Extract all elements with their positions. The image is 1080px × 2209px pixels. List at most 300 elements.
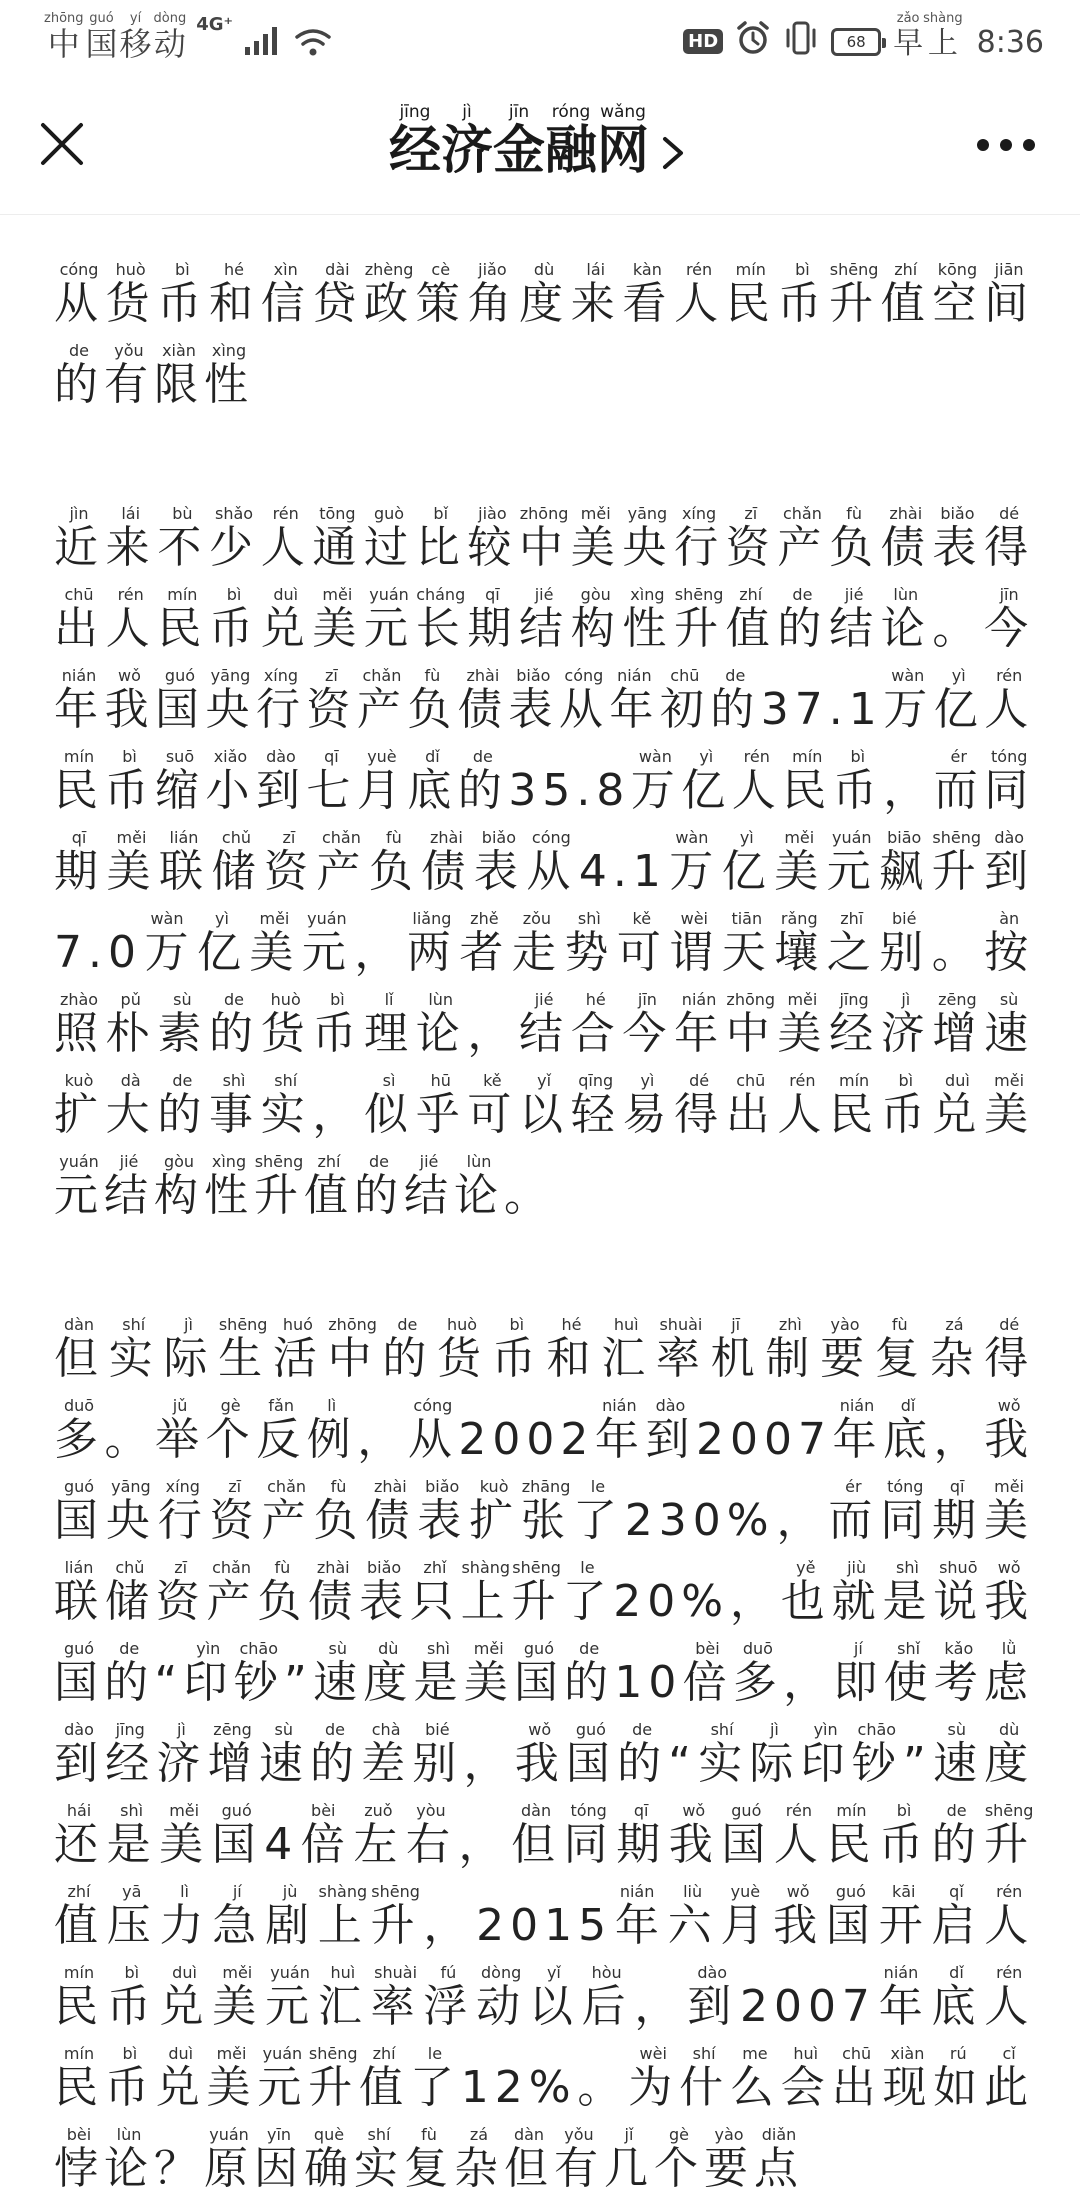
- ruby-char: 剧jù: [265, 1882, 318, 1951]
- ruby-char: 印yìn: [183, 1639, 234, 1708]
- ruby-char: 启qǐ: [931, 1882, 985, 1951]
- ruby-char: 国guó: [54, 1639, 105, 1708]
- ruby-char: 美měi: [570, 504, 623, 573]
- ruby-char: 增zēng: [932, 990, 985, 1059]
- ruby-char: 似sì: [364, 1071, 416, 1140]
- ruby-char: 谓wèi: [669, 909, 722, 978]
- ruby-char: 有yǒu: [104, 341, 154, 410]
- ruby-char: 后hòu: [581, 1963, 635, 2032]
- ruby-char: 来lái: [105, 504, 158, 573]
- ruby-char: 扩kuò: [54, 1071, 106, 1140]
- ruby-char: 从cóng: [526, 828, 579, 897]
- ruby-char: 储chǔ: [104, 1558, 156, 1627]
- ruby-char: 人rén: [731, 747, 783, 816]
- ruby-char: 飙biāo: [879, 828, 932, 897]
- plain-text: 20%: [613, 1576, 730, 1627]
- battery-level: 68: [846, 33, 866, 51]
- ruby-char: 来lái: [570, 260, 623, 329]
- ruby-char: 币bì: [880, 1071, 933, 1140]
- ruby-char: 原yuán: [204, 2125, 254, 2194]
- plain-text: ”: [902, 1738, 932, 1789]
- ruby-char: 美měi: [159, 1801, 212, 1870]
- ruby-char: 币bì: [104, 2044, 156, 2113]
- ruby-char: 中zhōng: [44, 11, 84, 63]
- ruby-char: 年nián: [594, 1396, 646, 1465]
- ruby-char: 债zhài: [880, 504, 933, 573]
- ruby-char: 但dàn: [54, 1315, 109, 1384]
- ruby-char: 几jǐ: [604, 2125, 654, 2194]
- ruby-char: 国guó: [513, 1639, 565, 1708]
- ruby-char: 度dù: [363, 1639, 414, 1708]
- ruby-char: 值zhí: [304, 1152, 354, 1221]
- ruby-char: 为wèi: [628, 2044, 680, 2113]
- ruby-char: 货huò: [105, 260, 158, 329]
- ruby-char: 货huò: [437, 1315, 492, 1384]
- ruby-char: 到dào: [984, 828, 1035, 897]
- ruby-char: 升shēng: [511, 1558, 563, 1627]
- ruby-char: 人rén: [773, 1801, 827, 1870]
- ruby-char: 会huì: [780, 2044, 832, 2113]
- ruby-char: 升shēng: [829, 260, 881, 329]
- ruby-char: 的de: [104, 1639, 155, 1708]
- ruby-char: 的de: [931, 1801, 985, 1870]
- ruby-char: 性xìng: [622, 585, 675, 654]
- ruby-char: 策cè: [415, 260, 468, 329]
- ruby-char: 美měi: [984, 1477, 1035, 1546]
- plain-text: ，: [883, 765, 934, 816]
- ruby-char: 论lùn: [454, 1152, 504, 1221]
- ruby-char: 储chǔ: [211, 828, 264, 897]
- ruby-char: 值zhí: [359, 2044, 410, 2113]
- ruby-char: 活huó: [272, 1315, 328, 1384]
- ruby-char: 通tōng: [312, 504, 365, 573]
- ruby-char: 早zǎo: [893, 11, 924, 61]
- article-body: [54, 262, 1034, 2209]
- ruby-char: 信xìn: [260, 260, 313, 329]
- page-title-text: [389, 104, 649, 183]
- ruby-char: 杂zá: [929, 1315, 985, 1384]
- ruby-char: 之zhī: [826, 909, 880, 978]
- ruby-char: 扩kuò: [469, 1477, 522, 1546]
- ruby-char: 急jí: [212, 1882, 266, 1951]
- ruby-char: 中zhōng: [725, 990, 778, 1059]
- ruby-char: 行xíng: [255, 666, 307, 735]
- chevron-right-icon: [655, 129, 691, 177]
- plain-text: ，: [729, 1576, 781, 1627]
- ruby-char: 个gè: [654, 2125, 704, 2194]
- ruby-char: 元yuán: [257, 2044, 309, 2113]
- ruby-char: 币bì: [157, 260, 210, 329]
- ruby-char: 大dà: [105, 1071, 158, 1140]
- ruby-char: 了le: [572, 1477, 625, 1546]
- ruby-char: 美měi: [984, 1071, 1035, 1140]
- paragraph-gap: [54, 425, 1034, 506]
- plain-text: 2007: [739, 1981, 876, 2032]
- ruby-char: 年nián: [612, 1882, 668, 1951]
- ruby-char: 可kě: [467, 1071, 520, 1140]
- ruby-char: 天tiān: [721, 909, 775, 978]
- plain-text: “: [154, 1657, 184, 1708]
- ruby-char: 政zhèng: [364, 260, 416, 329]
- carrier-name: [44, 12, 186, 65]
- ruby-char: 别bié: [879, 909, 932, 978]
- ruby-char: 结jié: [519, 585, 571, 654]
- ruby-char: 者zhě: [459, 909, 512, 978]
- ruby-char: 产chǎn: [356, 666, 408, 735]
- ruby-char: 月yuè: [720, 1882, 774, 1951]
- ruby-char: 到dào: [255, 747, 307, 816]
- ruby-char: 期qī: [467, 585, 520, 654]
- ruby-char: 而ér: [933, 747, 985, 816]
- paragraph-gap: [54, 1236, 1034, 1317]
- ruby-char: 以yǐ: [519, 1071, 571, 1140]
- ruby-char: 月yuè: [356, 747, 408, 816]
- ruby-char: 升shēng: [254, 1152, 304, 1221]
- ruby-char: 得dé: [674, 1071, 726, 1140]
- ruby-char: 行xíng: [674, 504, 726, 573]
- ruby-char: 元yuán: [364, 585, 416, 654]
- ruby-char: 经jīng: [388, 102, 441, 181]
- ruby-char: 角jiǎo: [467, 260, 520, 329]
- ruby-char: 看kàn: [622, 260, 675, 329]
- ruby-char: 合hé: [570, 990, 623, 1059]
- ruby-char: 说shuō: [933, 1558, 985, 1627]
- ruby-char: 的de: [457, 747, 509, 816]
- ruby-char: 开kāi: [878, 1882, 932, 1951]
- ruby-char: 升shēng: [674, 585, 726, 654]
- ruby-char: 币bì: [832, 747, 884, 816]
- ruby-char: 币bì: [879, 1801, 932, 1870]
- status-bar: [0, 0, 1080, 76]
- ruby-char: 复fù: [874, 1315, 930, 1384]
- ruby-char: 可kě: [616, 909, 670, 978]
- ruby-char: 万wàn: [882, 666, 934, 735]
- ruby-char: 上shàng: [460, 1558, 512, 1627]
- article-paragraph-2: [54, 1317, 1034, 2209]
- plain-text: 。: [931, 927, 985, 978]
- plain-text: ，: [774, 1495, 829, 1546]
- ruby-char: 过guò: [364, 504, 416, 573]
- plain-text: ”: [283, 1657, 313, 1708]
- ruby-char: 资zī: [209, 1477, 262, 1546]
- ruby-char: 率shuài: [370, 1963, 424, 2032]
- ruby-char: 多duō: [54, 1396, 105, 1465]
- ruby-char: 济jì: [156, 1720, 208, 1789]
- ruby-char: 美měi: [777, 990, 830, 1059]
- ruby-char: 年nián: [54, 666, 105, 735]
- more-icon: [976, 138, 1036, 152]
- ruby-char: 壤rǎng: [774, 909, 827, 978]
- ruby-char: 的de: [157, 1071, 210, 1140]
- ruby-char: 底dǐ: [883, 1396, 934, 1465]
- ruby-char: 负fù: [313, 1477, 366, 1546]
- plain-text: ，: [423, 1900, 477, 1951]
- ruby-char: 复fù: [404, 2125, 454, 2194]
- plain-text: 2002: [458, 1414, 595, 1465]
- ruby-char: 的de: [382, 1315, 438, 1384]
- ruby-char: 只zhǐ: [409, 1558, 461, 1627]
- ruby-char: 民mín: [725, 260, 778, 329]
- ruby-char: 倍bèi: [682, 1639, 733, 1708]
- ruby-char: 币bì: [104, 747, 155, 816]
- ruby-char: 中zhōng: [327, 1315, 383, 1384]
- vibrate-icon: [783, 20, 819, 56]
- ruby-char: 期qī: [54, 828, 107, 897]
- ruby-char: 我wǒ: [984, 1396, 1035, 1465]
- ruby-char: 左zuǒ: [353, 1801, 406, 1870]
- ruby-char: 走zǒu: [511, 909, 565, 978]
- ruby-char: 速sù: [258, 1720, 310, 1789]
- ruby-char: 表biǎo: [473, 828, 527, 897]
- ruby-char: 性xìng: [204, 341, 254, 410]
- ruby-char: 缩suō: [154, 747, 206, 816]
- ruby-char: 了le: [409, 2044, 461, 2113]
- status-right: [683, 12, 1044, 62]
- ruby-char: 今jīn: [984, 585, 1035, 654]
- plain-text: ，: [354, 927, 407, 978]
- ruby-char: 期qī: [932, 1477, 985, 1546]
- ruby-char: 年nián: [609, 666, 660, 735]
- ruby-char: 表biǎo: [932, 504, 985, 573]
- ruby-char: 同tóng: [880, 1477, 933, 1546]
- ruby-char: 考kǎo: [933, 1639, 985, 1708]
- ruby-char: 的de: [617, 1720, 669, 1789]
- ruby-char: 有yǒu: [554, 2125, 604, 2194]
- ruby-char: 经jīng: [105, 1720, 157, 1789]
- ruby-char: 个gè: [205, 1396, 257, 1465]
- ruby-char: 因yīn: [254, 2125, 304, 2194]
- ruby-char: 的de: [354, 1152, 404, 1221]
- ruby-char: 人rén: [674, 260, 726, 329]
- ruby-char: 实shí: [354, 2125, 404, 2194]
- plain-text: 。: [104, 1414, 156, 1465]
- battery-icon: [831, 28, 881, 56]
- ruby-char: 国guó: [565, 1720, 618, 1789]
- ruby-char: 到dào: [687, 1963, 740, 2032]
- ruby-char: 但dàn: [511, 1801, 564, 1870]
- ruby-char: 理lǐ: [364, 990, 416, 1059]
- ruby-char: 七qī: [306, 747, 357, 816]
- ruby-char: 如rú: [933, 2044, 985, 2113]
- ruby-char: 亿yì: [721, 828, 775, 897]
- ruby-char: 间jiān: [984, 260, 1035, 329]
- ruby-char: 负fù: [368, 828, 422, 897]
- ruby-char: 实shí: [108, 1315, 164, 1384]
- ruby-char: 值zhí: [54, 1882, 107, 1951]
- ruby-char: 两liǎng: [406, 909, 460, 978]
- plain-text: 。: [504, 1170, 554, 1221]
- ruby-char: 是shì: [106, 1801, 160, 1870]
- ruby-char: 汇huì: [601, 1315, 656, 1384]
- article-paragraph-1: [54, 506, 1034, 1236]
- ruby-char: 债zhài: [365, 1477, 418, 1546]
- ruby-char: 产chǎn: [316, 828, 369, 897]
- ruby-char: 悖bèi: [54, 2125, 104, 2194]
- ruby-char: 升shēng: [984, 1801, 1035, 1870]
- ruby-char: 论lùn: [880, 585, 933, 654]
- ruby-char: 移yí: [119, 11, 152, 63]
- ruby-char: 我wǒ: [514, 1720, 566, 1789]
- ruby-char: 表biǎo: [359, 1558, 410, 1627]
- ruby-char: 要yào: [820, 1315, 875, 1384]
- ruby-char: 从cóng: [54, 260, 106, 329]
- ruby-char: 什shí: [679, 2044, 730, 2113]
- ruby-char: 美měi: [212, 1963, 266, 2032]
- ruby-char: 的de: [777, 585, 830, 654]
- ruby-char: 易yì: [622, 1071, 675, 1140]
- ruby-char: 元yuán: [265, 1963, 318, 2032]
- ruby-char: 资zī: [725, 504, 778, 573]
- ruby-char: 就jiù: [831, 1558, 883, 1627]
- ruby-char: 印yìn: [800, 1720, 852, 1789]
- ruby-char: 结jié: [829, 585, 881, 654]
- ruby-char: 汇huì: [317, 1963, 371, 2032]
- ruby-char: 央yāng: [105, 1477, 158, 1546]
- ruby-char: 美měi: [312, 585, 365, 654]
- ruby-char: 实shí: [260, 1071, 313, 1140]
- ruby-char: 速sù: [931, 1720, 985, 1789]
- ruby-char: 限xiàn: [154, 341, 204, 410]
- ruby-char: 性xìng: [204, 1152, 254, 1221]
- ruby-char: 钞chāo: [233, 1639, 284, 1708]
- ruby-char: 速sù: [984, 990, 1035, 1059]
- article-heading: [54, 262, 1034, 425]
- ruby-char: 使shǐ: [883, 1639, 934, 1708]
- ruby-char: 浮fú: [423, 1963, 477, 2032]
- ruby-char: 币bì: [312, 990, 365, 1059]
- ruby-char: 美měi: [106, 828, 159, 897]
- more-button[interactable]: [966, 122, 1046, 168]
- plain-text: ，: [463, 1738, 515, 1789]
- ruby-char: 到dào: [54, 1720, 106, 1789]
- ruby-char: 差chà: [361, 1720, 413, 1789]
- plain-text: “: [668, 1738, 698, 1789]
- plain-text: 4: [264, 1819, 299, 1870]
- ruby-char: 今jīn: [622, 990, 675, 1059]
- ruby-char: 兑duì: [932, 1071, 985, 1140]
- plain-text: 10: [614, 1657, 683, 1708]
- ruby-char: 我wǒ: [668, 1801, 722, 1870]
- ruby-char: 债zhài: [421, 828, 474, 897]
- ruby-char: 张zhāng: [521, 1477, 573, 1546]
- ruby-char: 六liù: [667, 1882, 721, 1951]
- ruby-char: 济jì: [440, 102, 493, 181]
- ruby-char: 美měi: [463, 1639, 514, 1708]
- ruby-char: 国guó: [721, 1801, 774, 1870]
- ruby-char: 国guó: [211, 1801, 265, 1870]
- ruby-char: 长cháng: [415, 585, 468, 654]
- ruby-char: 生shēng: [218, 1315, 273, 1384]
- ruby-char: 联lián: [158, 828, 212, 897]
- alarm-icon: [735, 20, 771, 56]
- ruby-char: 民mín: [826, 1801, 879, 1870]
- ruby-char: 债zhài: [308, 1558, 360, 1627]
- ruby-char: 经jīng: [829, 990, 881, 1059]
- ruby-char: 素sù: [157, 990, 210, 1059]
- ruby-char: 出chū: [725, 1071, 778, 1140]
- ruby-char: 值zhí: [880, 260, 933, 329]
- ruby-char: 和hé: [209, 260, 261, 329]
- ruby-char: 币bì: [209, 585, 261, 654]
- ruby-char: 年nián: [875, 1963, 932, 2032]
- ruby-char: 国guó: [54, 1477, 106, 1546]
- plain-text: 2007: [695, 1414, 832, 1465]
- ruby-char: 多duō: [732, 1639, 784, 1708]
- ruby-char: 近jìn: [54, 504, 106, 573]
- plain-text: ，: [933, 1414, 985, 1465]
- ruby-char: 的de: [209, 990, 261, 1059]
- ruby-char: 国guó: [85, 11, 118, 63]
- ruby-char: 初chū: [659, 666, 711, 735]
- plain-text: 35.8: [508, 765, 631, 816]
- wifi-icon: [293, 25, 333, 57]
- ruby-char: 货huò: [260, 990, 313, 1059]
- ruby-char: 朴pǔ: [105, 990, 158, 1059]
- ruby-char: 资zī: [306, 666, 357, 735]
- ruby-char: 出chū: [54, 585, 106, 654]
- ruby-char: 产chǎn: [206, 1558, 258, 1627]
- ruby-char: 以yǐ: [528, 1963, 582, 2032]
- ruby-char: 照zhào: [54, 990, 106, 1059]
- ruby-char: 民mín: [54, 747, 105, 816]
- ruby-char: 人rén: [105, 585, 158, 654]
- plain-text: ，: [467, 1008, 520, 1059]
- plain-text: 230%: [624, 1495, 775, 1546]
- ruby-char: 期qī: [616, 1801, 669, 1870]
- ruby-char: 动dòng: [476, 1963, 529, 2032]
- ruby-char: 少shǎo: [209, 504, 261, 573]
- signal-icon: [243, 25, 283, 57]
- ruby-char: 构gòu: [570, 585, 623, 654]
- plain-text: 7.0: [54, 927, 142, 978]
- ruby-char: 论lùn: [415, 990, 468, 1059]
- ruby-char: 确què: [304, 2125, 354, 2194]
- ruby-char: 右yòu: [405, 1801, 459, 1870]
- ruby-char: 是shì: [413, 1639, 464, 1708]
- ruby-char: 别bié: [412, 1720, 464, 1789]
- ruby-char: 虑lǜ: [984, 1639, 1035, 1708]
- ruby-char: 行xíng: [157, 1477, 210, 1546]
- plain-text: 。: [932, 603, 985, 654]
- ruby-char: 我wǒ: [984, 1558, 1035, 1627]
- ruby-char: 美měi: [774, 828, 827, 897]
- time-of-day: [893, 12, 962, 62]
- ruby-char: 从cóng: [558, 666, 610, 735]
- ruby-char: 网wǎng: [597, 102, 650, 181]
- ruby-char: 点diǎn: [754, 2125, 804, 2194]
- ruby-char: 乎hū: [415, 1071, 468, 1140]
- ruby-char: 结jié: [519, 990, 571, 1059]
- ruby-char: 中zhōng: [519, 504, 571, 573]
- ruby-char: 产chǎn: [261, 1477, 314, 1546]
- ruby-char: 论lùn: [104, 2125, 154, 2194]
- page-title[interactable]: [0, 104, 1080, 183]
- clock: 8:36: [976, 25, 1044, 60]
- plain-text: ，: [458, 1819, 512, 1870]
- ruby-char: 币bì: [106, 1963, 160, 2032]
- ruby-char: 美měi: [206, 2044, 258, 2113]
- ruby-char: 元yuán: [826, 828, 880, 897]
- ruby-char: 速sù: [312, 1639, 364, 1708]
- ruby-char: 民mín: [157, 585, 210, 654]
- ruby-char: 亿yì: [681, 747, 732, 816]
- ruby-char: 币bì: [491, 1315, 547, 1384]
- title-bar: [0, 76, 1080, 215]
- ruby-char: 升shēng: [931, 828, 985, 897]
- ruby-char: 例lì: [306, 1396, 358, 1465]
- ruby-char: 按àn: [984, 909, 1035, 978]
- ruby-char: 万wàn: [630, 747, 682, 816]
